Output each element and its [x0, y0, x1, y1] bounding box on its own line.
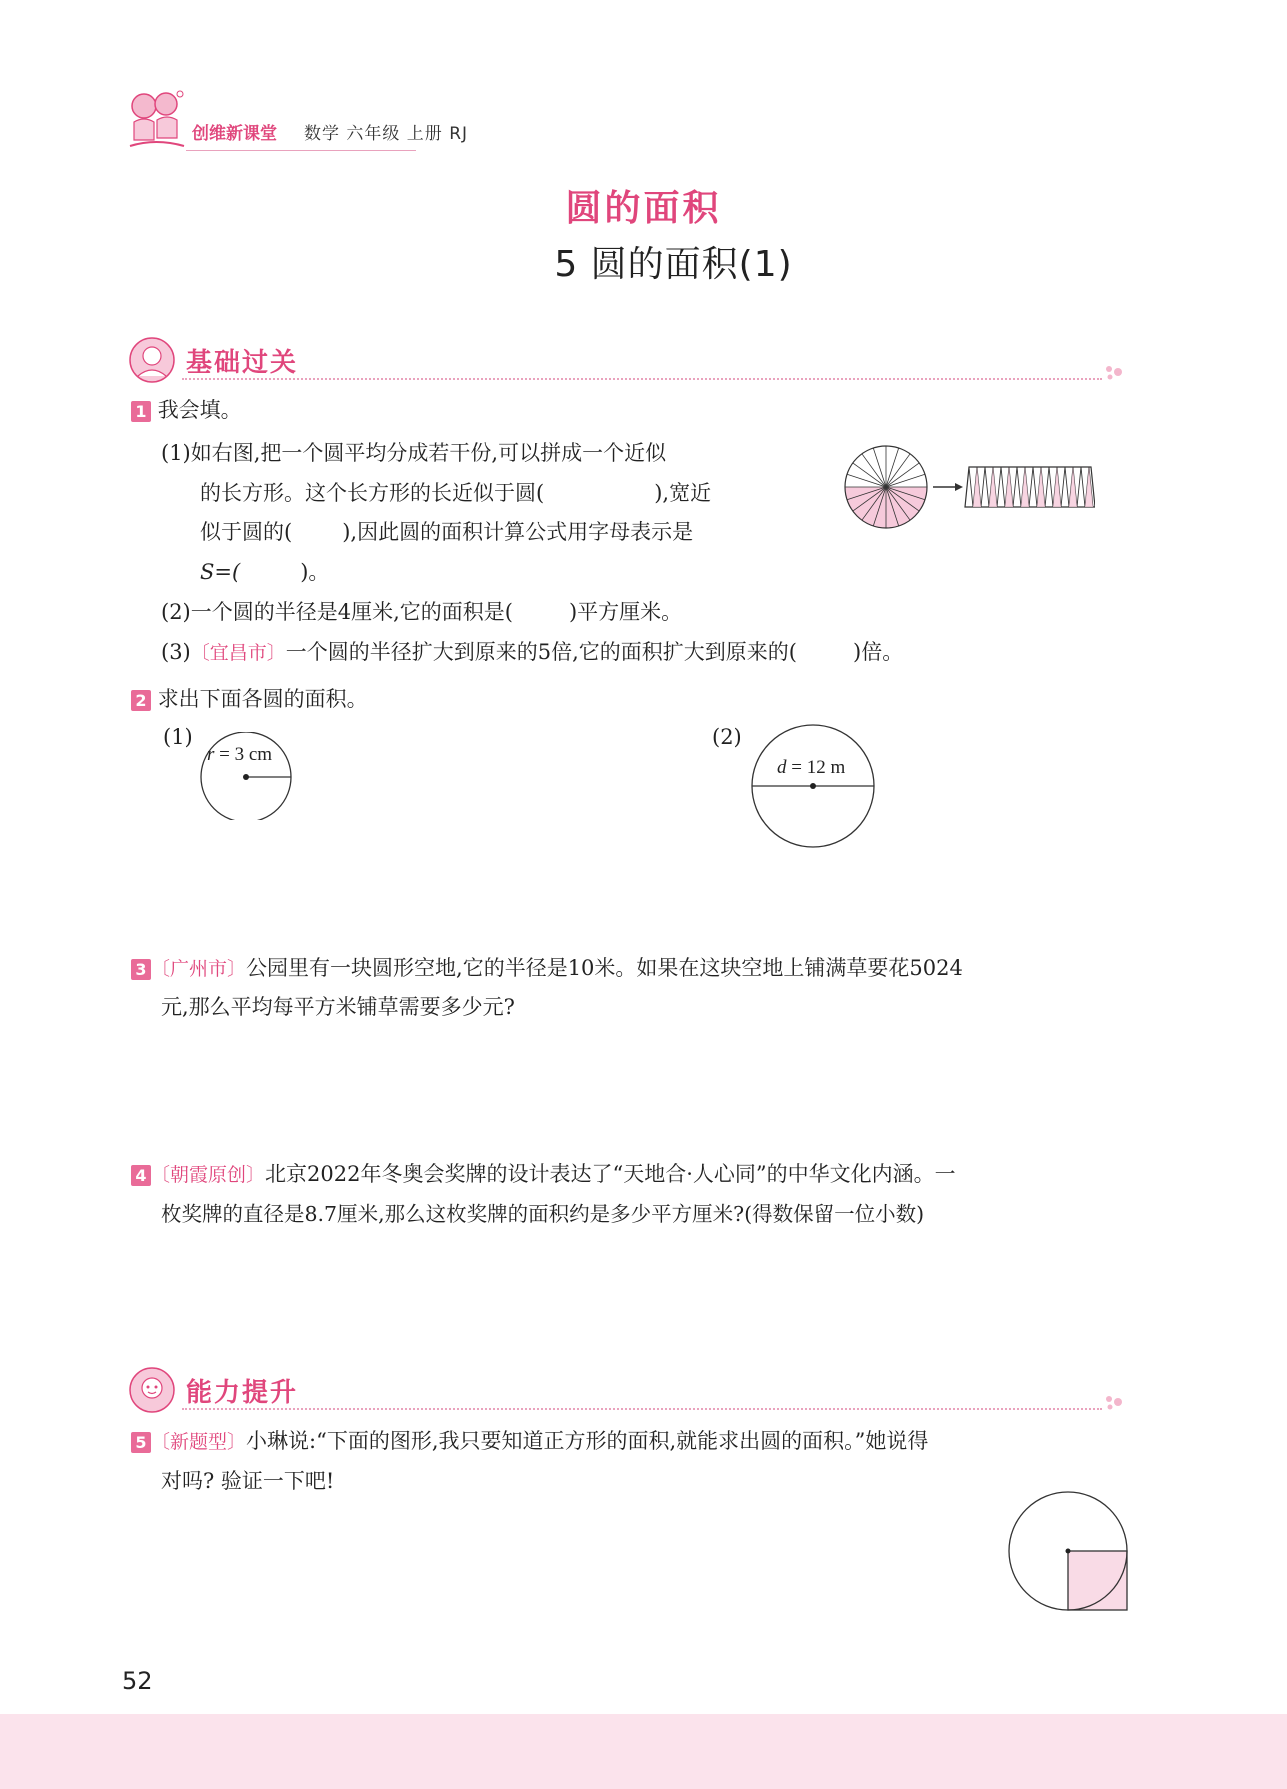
- decor-dots-icon: [1104, 1394, 1126, 1410]
- page-subtitle: 5 圆的面积(1): [554, 244, 793, 285]
- text: (3): [161, 640, 191, 664]
- text: )倍。: [853, 640, 904, 664]
- text: (2)一个圆的半径是4厘米,它的面积是(: [161, 600, 513, 624]
- text: S=(: [200, 560, 241, 584]
- question-number: 1: [131, 401, 151, 422]
- arrow-icon: [933, 483, 963, 491]
- question-5: [131, 1425, 928, 1455]
- page-title: 圆的面积: [565, 188, 722, 229]
- section-advanced-icon: [128, 1366, 176, 1414]
- section-basic-icon: [128, 336, 176, 384]
- question-2: [131, 679, 368, 719]
- section-advanced-divider: [182, 1408, 1102, 1410]
- question-1: [131, 390, 242, 430]
- text: )。: [300, 560, 330, 584]
- text: 一个圆的半径扩大到原来的5倍,它的面积扩大到原来的(: [285, 640, 797, 664]
- kids-logo-icon: [126, 88, 186, 154]
- decor-dots-icon: [1104, 364, 1126, 380]
- circle-square-figure: [1007, 1490, 1131, 1614]
- question-number: 2: [131, 690, 151, 711]
- section-basic-divider: [182, 378, 1102, 380]
- circle-to-rectangle-figure: [843, 443, 1095, 531]
- header-brand: 创维新课堂: [192, 124, 277, 144]
- q1-part1-line4: [200, 556, 329, 586]
- text: 小琳说:“下面的图形,我只要知道正方形的面积,就能求出圆的面积。”她说得: [246, 1429, 929, 1453]
- question-number: 4: [131, 1165, 151, 1186]
- text: ),因此圆的面积计算公式用字母表示是: [342, 520, 694, 544]
- header-rule: [186, 150, 416, 151]
- q2-part2-label: (2): [712, 725, 742, 749]
- source-tag: 〔新题型〕: [151, 1431, 247, 1453]
- question-3: [131, 952, 963, 982]
- text: 北京2022年冬奥会奖牌的设计表达了“天地合·人心同”的中华文化内涵。一: [265, 1162, 956, 1186]
- page-number: 52: [122, 1667, 153, 1695]
- source-tag: 〔宜昌市〕: [190, 642, 286, 664]
- section-basic-title: 基础过关: [186, 348, 299, 378]
- source-tag: 〔广州市〕: [151, 958, 247, 980]
- question-number: 5: [131, 1432, 151, 1453]
- text: 的长方形。这个长方形的长近似于圆(: [200, 481, 545, 505]
- question-number: 3: [131, 959, 151, 980]
- text: 似于圆的(: [200, 520, 293, 544]
- question-prompt: 我会填。: [157, 398, 242, 422]
- q1-part1-line3: [200, 516, 693, 546]
- source-tag: 〔朝霞原创〕: [151, 1164, 266, 1186]
- q2-part1-label: (1): [163, 725, 193, 749]
- circle-diameter-label: d = 12 m: [777, 757, 846, 778]
- divided-circle: [845, 446, 927, 528]
- header-subject: 数学 六年级 上册 RJ: [304, 124, 469, 144]
- circle-radius-label: r = 3 cm: [207, 744, 273, 765]
- text: ),宽近: [654, 481, 712, 505]
- question-5-line2: 对吗? 验证一下吧!: [161, 1469, 335, 1493]
- question-prompt: 求出下面各圆的面积。: [157, 687, 368, 711]
- q1-part1-line1: (1)如右图,把一个圆平均分成若干份,可以拼成一个近似: [161, 441, 667, 465]
- circle-diameter-figure: [749, 723, 877, 849]
- text: 公园里有一块圆形空地,它的半径是10米。如果在这块空地上铺满草要花5024: [246, 956, 963, 980]
- question-3-line2: 元,那么平均每平方米铺草需要多少元?: [161, 995, 515, 1019]
- q1-part1-line2: [200, 477, 711, 507]
- question-4: [131, 1158, 956, 1188]
- footer-band: [0, 1714, 1287, 1789]
- approx-rectangle: [965, 467, 1095, 507]
- section-advanced-title: 能力提升: [186, 1378, 299, 1408]
- q1-part2: [161, 596, 682, 626]
- question-4-line2: 枚奖牌的直径是8.7厘米,那么这枚奖牌的面积约是多少平方厘米?(得数保留一位小数): [161, 1202, 925, 1226]
- text: )平方厘米。: [568, 600, 683, 624]
- q1-part3: [161, 636, 903, 666]
